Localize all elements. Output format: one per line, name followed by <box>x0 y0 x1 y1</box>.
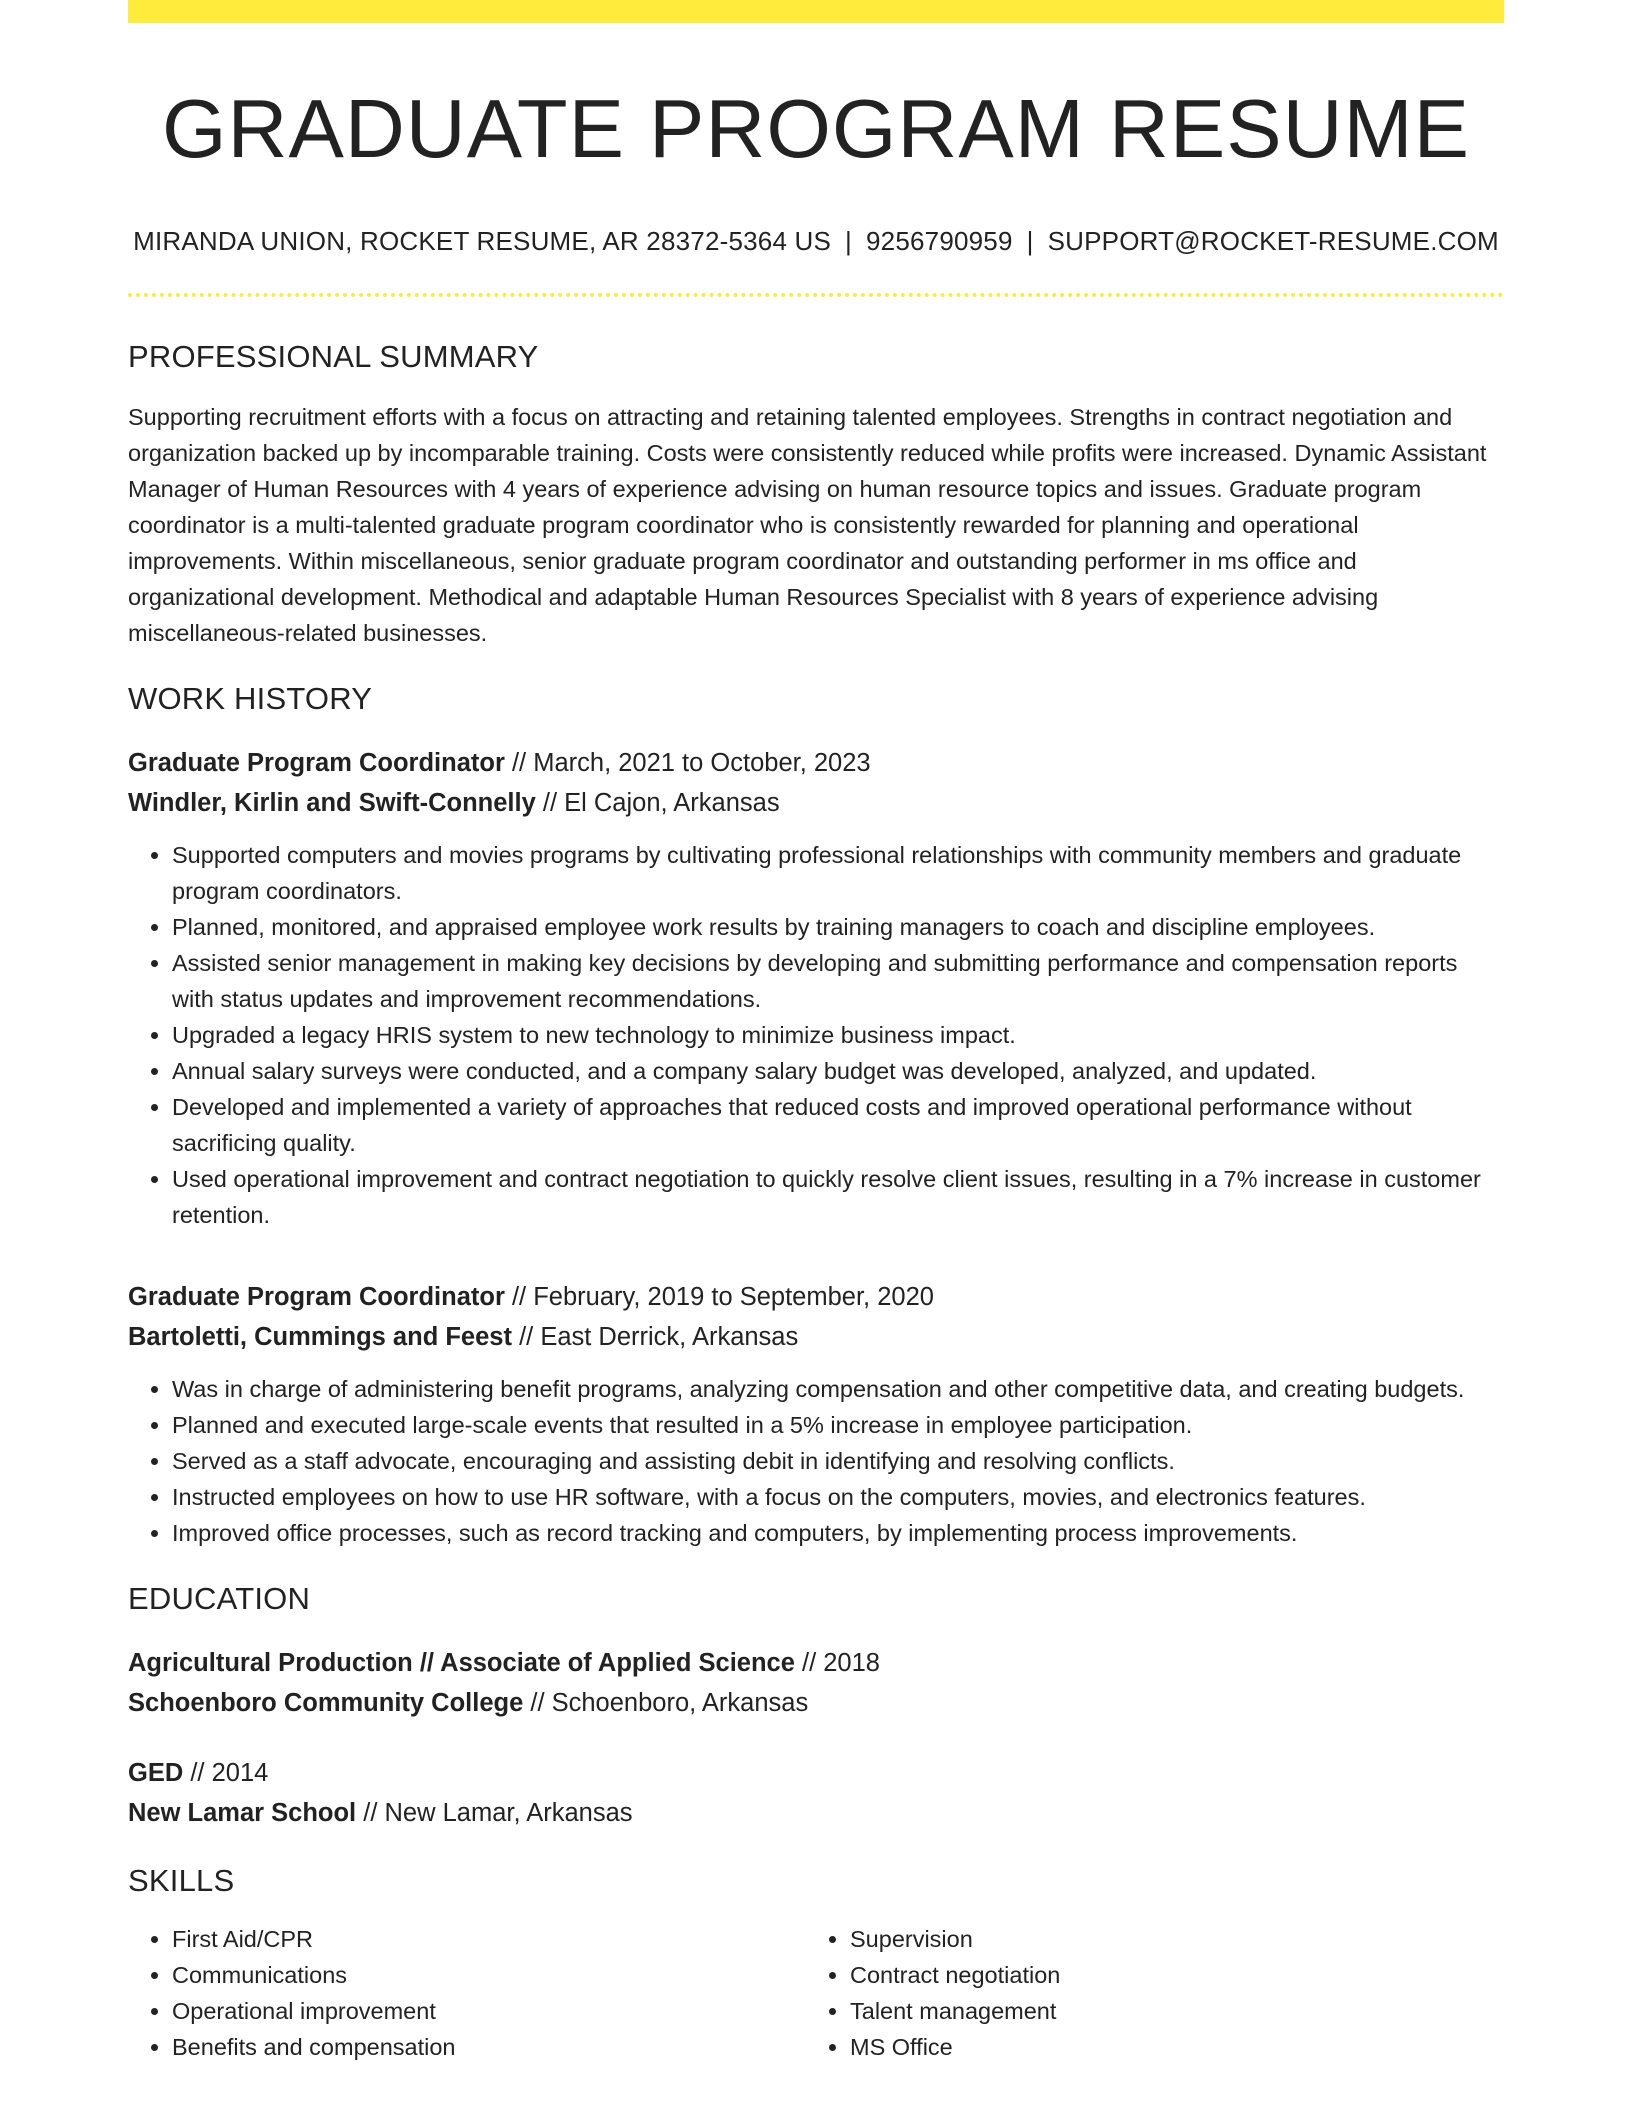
skill-item: • Supervision <box>850 1921 1484 1957</box>
degree-year: // 2018 <box>794 1648 880 1677</box>
skill-item: • Benefits and compensation <box>172 2029 806 2065</box>
job-bullet: • Annual salary surveys were conducted, and a company salary budget was developed, analyzed, and updated. <box>172 1053 1504 1089</box>
education-entry <box>128 1643 1504 1723</box>
skill-item: • Communications <box>172 1957 806 1993</box>
skill-item: • Talent management <box>850 1993 1484 2029</box>
education-entry <box>128 1753 1504 1833</box>
job-bullet: • Planned, monitored, and appraised employee work results by training managers to coach and discipline employees. <box>172 909 1504 945</box>
page-title: GRADUATE PROGRAM RESUME <box>161 82 1471 175</box>
summary-heading: PROFESSIONAL SUMMARY <box>128 338 539 374</box>
job-bullets <box>128 1371 1504 1551</box>
degree-year: // 2014 <box>183 1758 269 1787</box>
job-company-line <box>128 783 1504 823</box>
job-company: Bartoletti, Cummings and Feest <box>128 1322 512 1351</box>
degree-line <box>128 1753 1504 1793</box>
job-entry <box>128 743 1504 1233</box>
school-location: // New Lamar, Arkansas <box>356 1798 633 1827</box>
job-company-line <box>128 1317 1504 1357</box>
job-bullets <box>128 837 1504 1233</box>
job-dates: // February, 2019 to September, 2020 <box>504 1282 934 1311</box>
job-title-line <box>128 1277 1504 1317</box>
contact-phone: 9256790959 <box>866 225 1013 256</box>
skills-columns <box>128 1921 1504 2065</box>
job-bullet: • Used operational improvement and contract negotiation to quickly resolve client issues, resulting in a 7% increase in customer retention. <box>172 1161 1504 1233</box>
job-bullet: • Assisted senior management in making key decisions by developing and submitting performance and compensation reports with status updates and improvement recommendations. <box>172 945 1504 1017</box>
dotted-divider <box>128 293 1504 297</box>
job-dates: // March, 2021 to October, 2023 <box>504 748 871 777</box>
skills-heading: SKILLS <box>128 1862 235 1898</box>
contact-line <box>128 226 1504 257</box>
job-bullet: • Was in charge of administering benefit programs, analyzing compensation and other competitive data, and creating budgets. <box>172 1371 1504 1407</box>
job-entry <box>128 1277 1504 1551</box>
job-bullet: • Developed and implemented a variety of approaches that reduced costs and improved operational performance without sacrificing quality. <box>172 1089 1504 1161</box>
skill-item: • MS Office <box>850 2029 1484 2065</box>
resume-page <box>128 0 1504 2065</box>
skill-item: • Contract negotiation <box>850 1957 1484 1993</box>
accent-bar <box>128 0 1504 23</box>
job-location: // East Derrick, Arkansas <box>511 1322 799 1351</box>
job-bullet: • Supported computers and movies programs by cultivating professional relationships with community members and graduate program coordinators. <box>172 837 1504 909</box>
school: Schoenboro Community College <box>128 1688 524 1717</box>
job-title-line <box>128 743 1504 783</box>
school-line <box>128 1793 1504 1833</box>
contact-email: SUPPORT@ROCKET-RESUME.COM <box>1047 225 1499 256</box>
work-history-heading: WORK HISTORY <box>128 680 373 716</box>
skills-right-column <box>806 1921 1484 2065</box>
degree: Agricultural Production // Associate of Applied Science <box>128 1648 795 1677</box>
job-bullet: • Improved office processes, such as record tracking and computers, by implementing process improvements. <box>172 1515 1504 1551</box>
job-bullet: • Instructed employees on how to use HR software, with a focus on the computers, movies, and electronics features. <box>172 1479 1504 1515</box>
job-company: Windler, Kirlin and Swift-Connelly <box>128 788 536 817</box>
degree: GED <box>128 1758 184 1787</box>
job-bullet: • Served as a staff advocate, encouraging and assisting debit in identifying and resolving conflicts. <box>172 1443 1504 1479</box>
job-title: Graduate Program Coordinator <box>128 748 505 777</box>
job-location: // El Cajon, Arkansas <box>535 788 780 817</box>
skills-left-column <box>128 1921 806 2065</box>
degree-line <box>128 1643 1504 1683</box>
school: New Lamar School <box>128 1798 357 1827</box>
education-heading: EDUCATION <box>128 1580 311 1616</box>
skill-item: • First Aid/CPR <box>172 1921 806 1957</box>
job-bullet: • Planned and executed large-scale events that resulted in a 5% increase in employee participation. <box>172 1407 1504 1443</box>
skill-item: • Operational improvement <box>172 1993 806 2029</box>
contact-separator: | <box>845 225 853 256</box>
contact-separator: | <box>1026 225 1034 256</box>
contact-address: MIRANDA UNION, ROCKET RESUME, AR 28372-5364 US <box>133 225 832 256</box>
summary-text: Supporting recruitment efforts with a focus on attracting and retaining talented employees. Strengths in contract negotiation and organization backed up by incomparable training. Costs were consistently reduced while profits were increased. Dynamic Assistant Manager of Human Resources with 4 years of experience advising on human resource topics and issues. Graduate program coordinator is a multi-talented graduate program coordinator who is consistently rewarded for planning and operational improvements. Within miscellaneous, senior graduate program coordinator and outstanding performer in ms office and organizational development. Methodical and adaptable Human Resources Specialist with 8 years of experience advising miscellaneous-related businesses. <box>128 403 1487 646</box>
school-location: // Schoenboro, Arkansas <box>523 1688 809 1717</box>
school-line <box>128 1683 1504 1723</box>
job-bullet: • Upgraded a legacy HRIS system to new technology to minimize business impact. <box>172 1017 1504 1053</box>
job-title: Graduate Program Coordinator <box>128 1282 505 1311</box>
